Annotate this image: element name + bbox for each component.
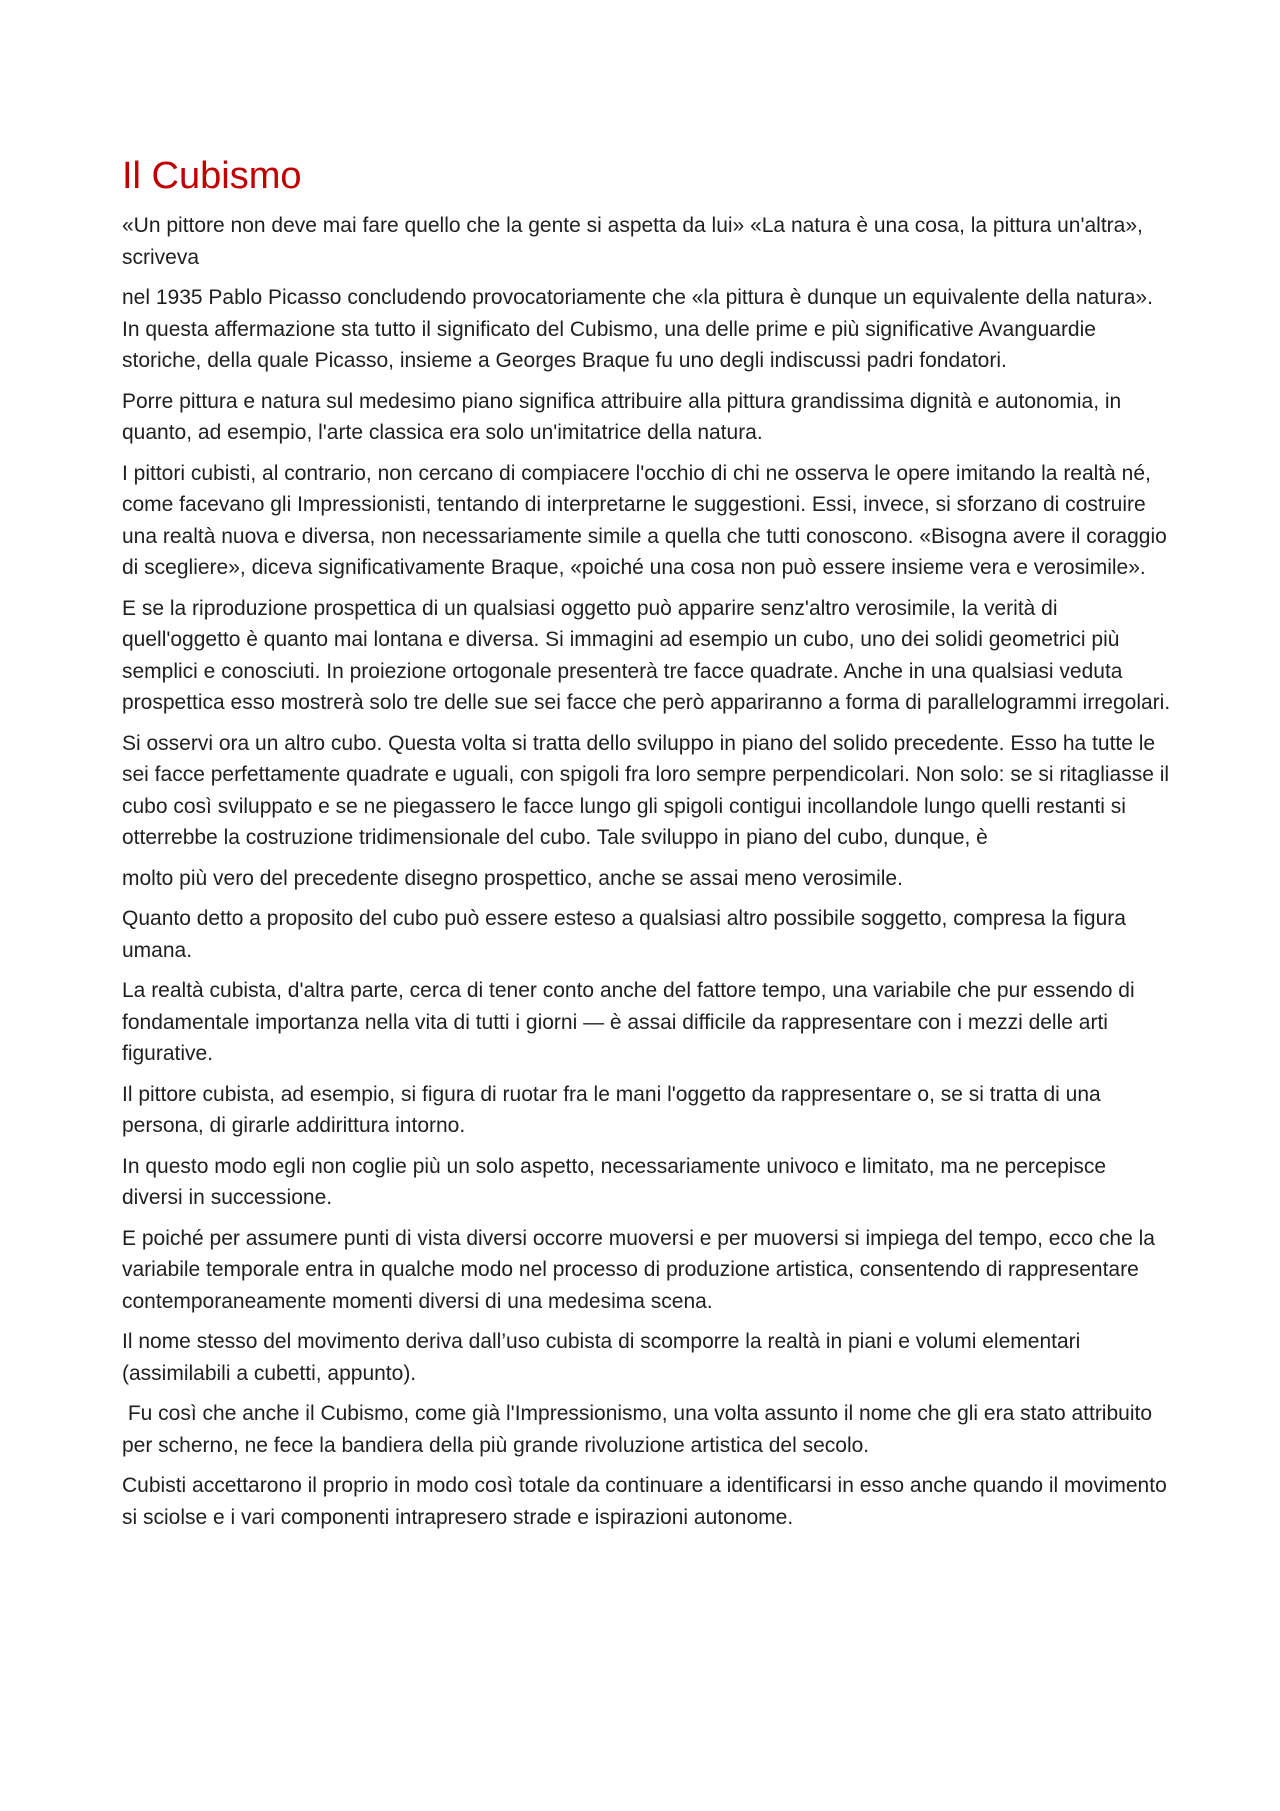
document-title: Il Cubismo (122, 155, 302, 197)
paragraph: I pittori cubisti, al contrario, non cercano di compiacere l'occhio di chi ne osserva le opere imitando la realtà né, come facevano gli Impressionisti, tentando di interpretarne le suggestioni. Essi, invece, si sforzano di costruire una realtà nuova e diversa, non necessariamente simile a quella che tutti conoscono. «Bisogna avere il coraggio di scegliere», diceva significativamente Braque, «poiché una cosa non può essere insieme vera e verosimile». (122, 461, 1167, 579)
paragraph: Fu così che anche il Cubismo, come già l'Impressionismo, una volta assunto il nome che gli era stato attribuito per scherno, ne fece la bandiera della più grande rivoluzione artistica del secolo. (122, 1402, 1158, 1457)
paragraph: Si osservi ora un altro cubo. Questa volta si tratta dello sviluppo in piano del solido precedente. Esso ha tutte le sei facce perfettamente quadrate e uguali, con spigoli fra loro sempre perpendicolari. Non solo: se si ritagliasse il cubo così sviluppato e se ne piegassero le facce lungo gli spigoli contigui incollandole lungo quelli restanti si otterrebbe la costruzione tridimensionale del cubo. Tale sviluppo in piano del cubo, dunque, è (122, 731, 1170, 849)
paragraph: Porre pittura e natura sul medesimo piano significa attribuire alla pittura grandissima dignità e autonomia, in quanto, ad esempio, l'arte classica era solo un'imitatrice della natura. (122, 389, 1122, 444)
document-body (122, 152, 1172, 1542)
paragraph: Cubisti accettarono il proprio in modo così totale da continuare a identificarsi in esso anche quando il movimento si sciolse e i vari componenti intrapresero strade e ispirazioni autonome. (122, 1474, 1167, 1529)
paragraph: «Un pittore non deve mai fare quello che la gente si aspetta da lui» «La natura è una cosa, la pittura un'altra», scriveva (122, 214, 1143, 269)
paragraph: In questo modo egli non coglie più un solo aspetto, necessariamente univoco e limitato, ma ne percepisce diversi in successione. (122, 1154, 1107, 1209)
paragraph: nel 1935 Pablo Picasso concludendo provocatoriamente che «la pittura è dunque un equivalente della natura». In questa affermazione sta tutto il significato del Cubismo, una delle prime e più significative Avanguardie storiche, della quale Picasso, insieme a Georges Braque fu uno degli indiscussi padri fondatori. (122, 286, 1153, 372)
paragraph: Il pittore cubista, ad esempio, si figura di ruotar fra le mani l'oggetto da rappresentare o, se si tratta di una persona, di girarle addirittura intorno. (122, 1082, 1101, 1137)
paragraph: La realtà cubista, d'altra parte, cerca di tener conto anche del fattore tempo, una variabile che pur essendo di fondamentale importanza nella vita di tutti i giorni — è assai difficile da rappresentare con i mezzi delle arti figurative. (122, 979, 1135, 1065)
paragraph: Il nome stesso del movimento deriva dall’uso cubista di scomporre la realtà in piani e volumi elementari (assimilabili a cubetti, appunto). (122, 1330, 1081, 1385)
paragraph: E se la riproduzione prospettica di un qualsiasi oggetto può apparire senz'altro verosimile, la verità di quell'oggetto è quanto mai lontana e diversa. Si immagini ad esempio un cubo, uno dei solidi geometrici più semplici e conosciuti. In proiezione ortogonale presenterà tre facce quadrate. Anche in una qualsiasi veduta prospettica esso mostrerà solo tre delle sue sei facce che però appariranno a forma di parallelogrammi irregolari. (122, 596, 1171, 714)
paragraph: molto più vero del precedente disegno prospettico, anche se assai meno verosimile. (122, 866, 903, 890)
paragraph: Quanto detto a proposito del cubo può essere esteso a qualsiasi altro possibile soggetto, compresa la figura umana. (122, 907, 1126, 962)
paragraph: E poiché per assumere punti di vista diversi occorre muoversi e per muoversi si impiega del tempo, ecco che la variabile temporale entra in qualche modo nel processo di produzione artistica, consentendo di rappresentare contemporaneamente momenti diversi di una medesima scena. (122, 1226, 1155, 1313)
